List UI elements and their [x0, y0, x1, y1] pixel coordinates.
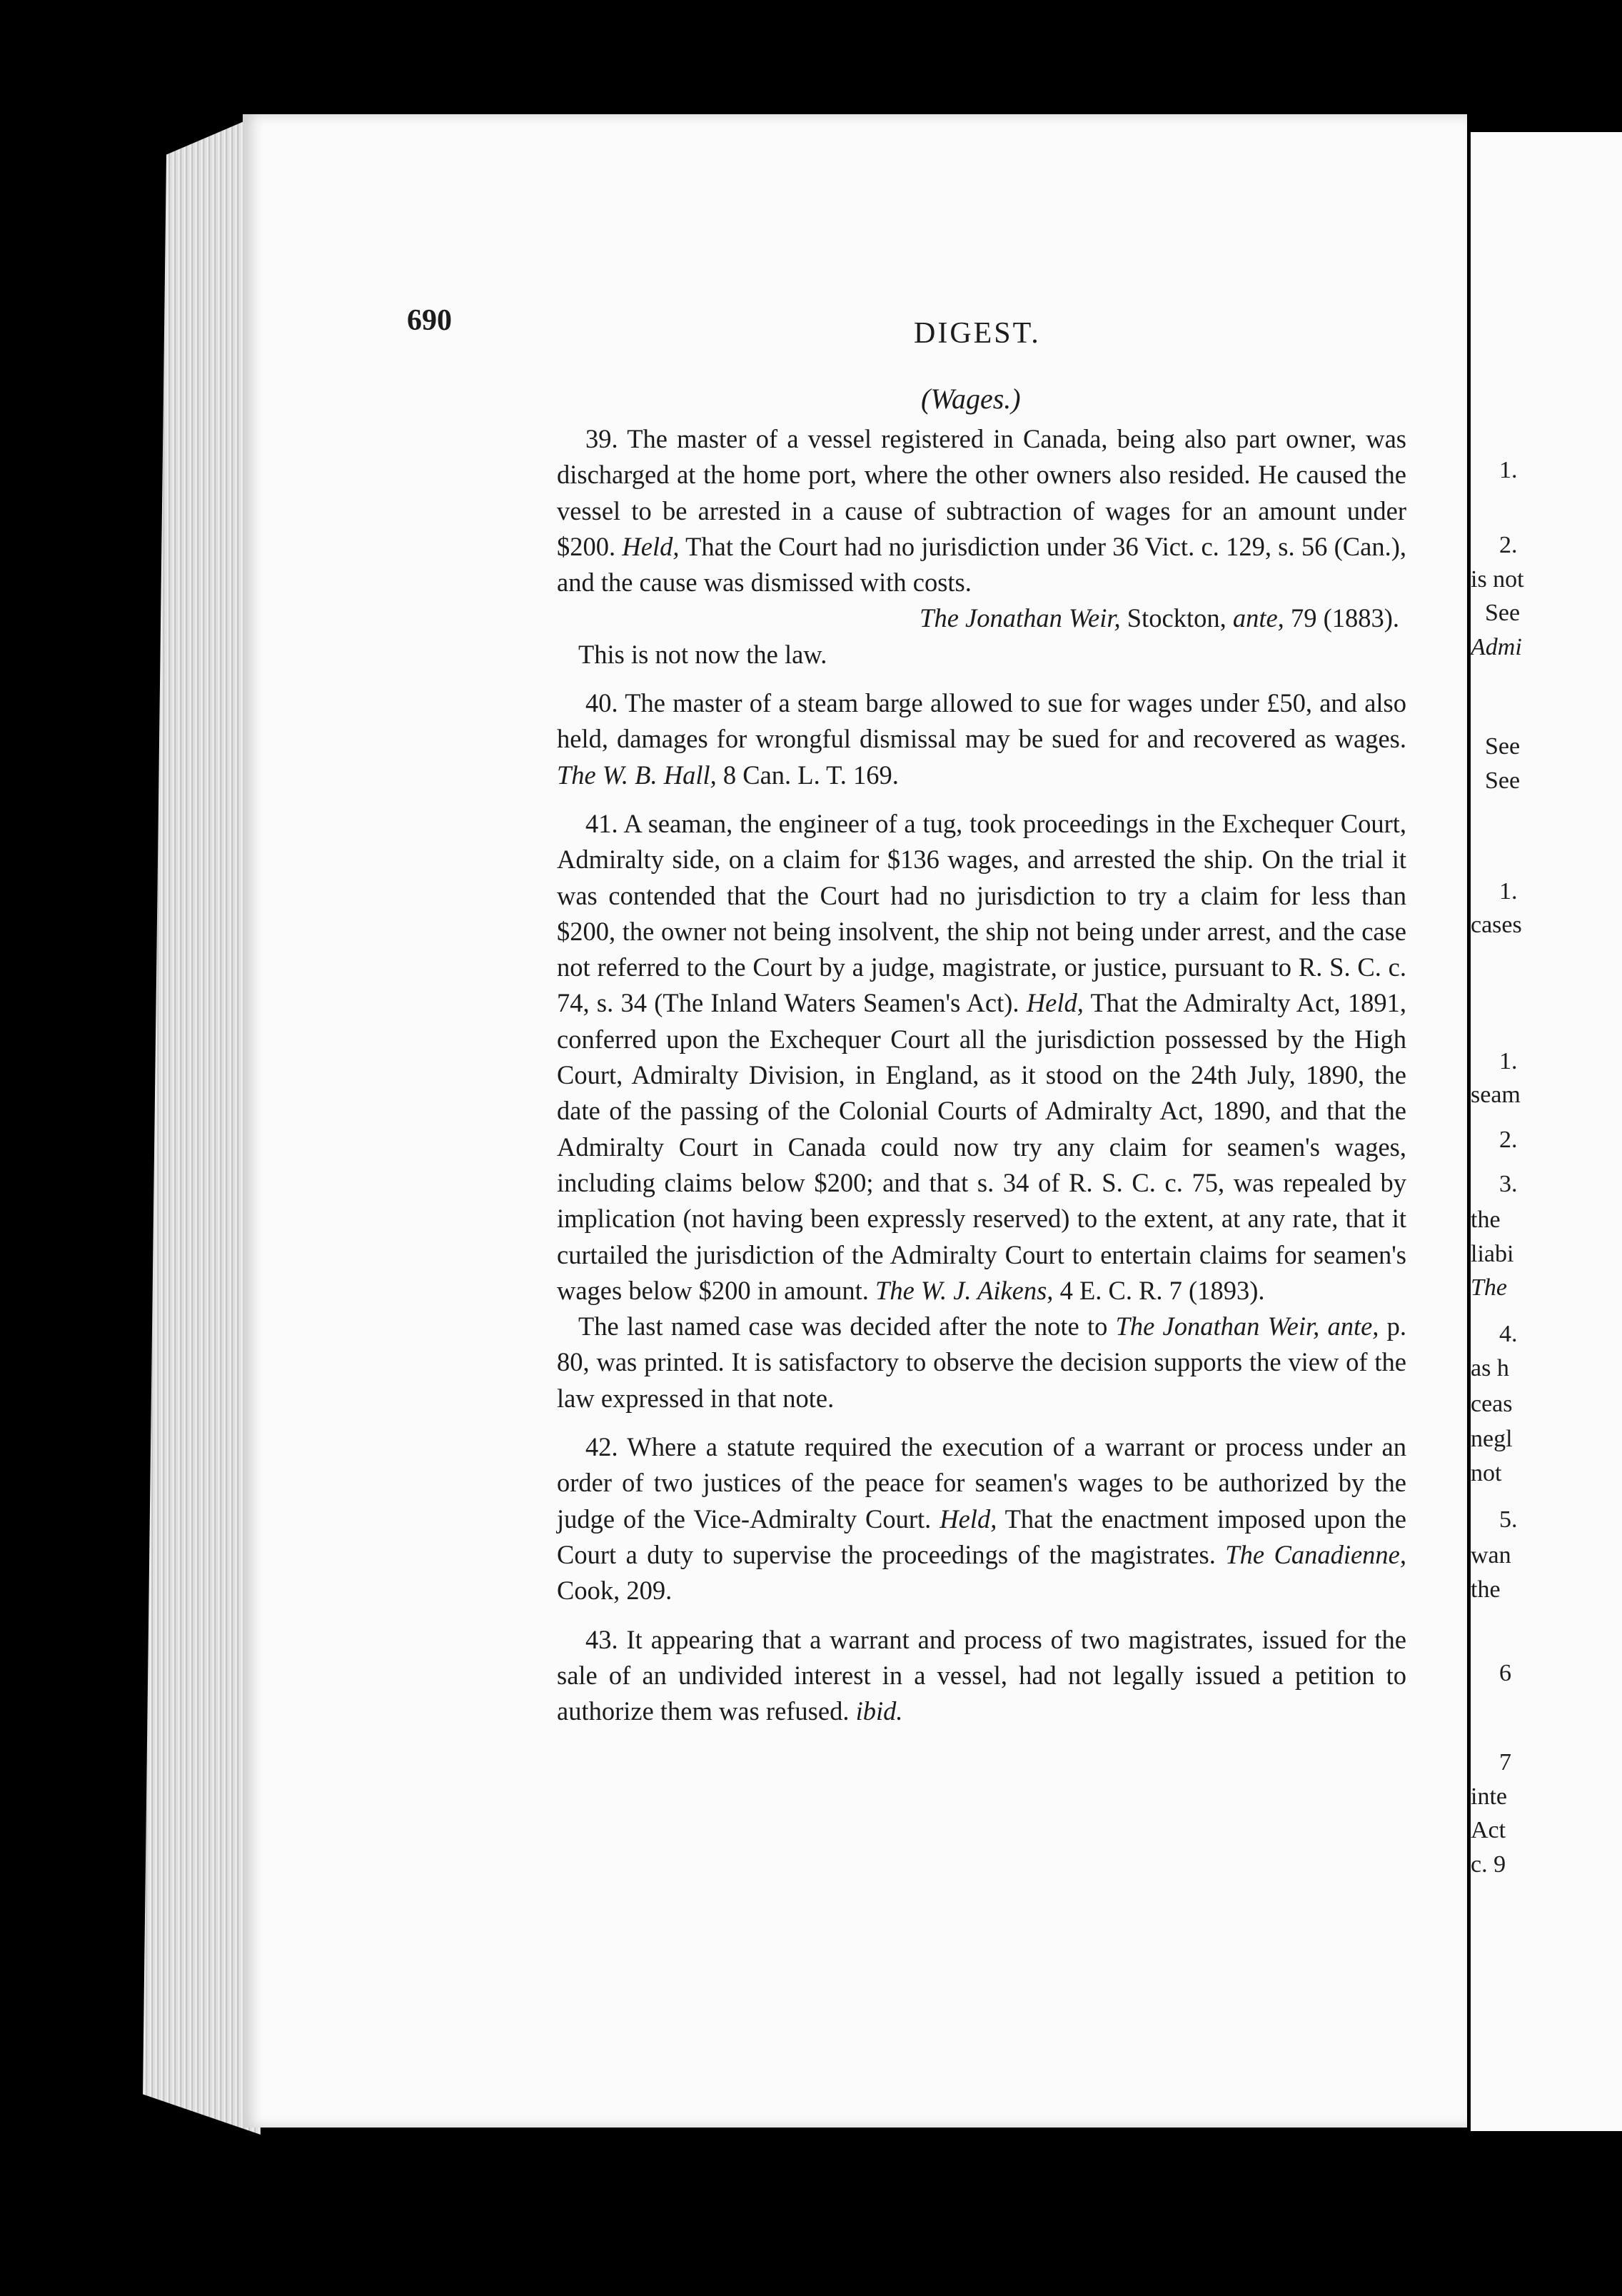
- facing-fragment: not: [1471, 1460, 1502, 1486]
- facing-page: [1471, 132, 1622, 2131]
- entry-holding: That the Admiralty Act, 1891, conferred upon the Exchequer Court all the jurisdiction possessed by the High Court, Admiralty Division, in England, as it stood on the 24th July, 1890, the date of the passing of the Colonial Courts of Admiralty Act, 1890, and that the Admiralty Court in Canada could now try any claim for seamen's wages, including claims below $200; and that s. 34 of R. S. C. c. 75, was repealed by implication (not having been expressly reserved) to the extent, at any rate, that it curtailed the jurisdiction of the Admiralty Court to entertain claims for seamen's wages below $200 in amount.: [557, 988, 1406, 1305]
- running-head: DIGEST.: [914, 317, 1041, 350]
- digest-entry-40: [557, 685, 1406, 793]
- facing-fragment: 3.: [1499, 1171, 1518, 1197]
- facing-fragment: 6: [1499, 1660, 1511, 1686]
- facing-fragment: 5.: [1499, 1506, 1518, 1533]
- citation-ref: 8 Can. L. T. 169.: [722, 760, 899, 790]
- page-header: [407, 303, 1392, 353]
- facing-fragment: See: [1485, 767, 1521, 794]
- facing-fragment: wan: [1471, 1542, 1511, 1569]
- editor-note: [557, 1309, 1406, 1416]
- digest-body: [557, 421, 1406, 1729]
- facing-fragment: Act: [1471, 1817, 1506, 1843]
- case-citation: [557, 600, 1406, 636]
- held-label: Held,: [1026, 988, 1084, 1018]
- note-text: p. 80, was printed. It is satisfactory to observe the decision supports the view of the law expressed in that note.: [557, 1311, 1407, 1413]
- facing-fragment: inte: [1471, 1783, 1507, 1810]
- entry-text: 40. The master of a steam barge allowed to sue for wages under £50, and also held, damages for wrongful dismissal may be sued for and recovered as wages.: [557, 688, 1406, 754]
- citation-ref: 79 (1883).: [1290, 603, 1399, 633]
- note-text: The last named case was decided after the note to: [578, 1311, 1108, 1341]
- case-name: The Jonathan Weir,: [920, 603, 1121, 633]
- editor-note: This is not now the law.: [578, 639, 827, 669]
- entry-text: 39. The master of a vessel registered in Canada, being also part owner, was discharged at the home port, where the other owners also resided. He caused the vessel to be arrested in a cause of subtraction of wages for an amount under $200.: [557, 424, 1406, 561]
- facing-page-text: [1471, 132, 1622, 2131]
- case-name: The Jonathan Weir, ante,: [1115, 1311, 1379, 1341]
- facing-fragment: Admi: [1471, 634, 1522, 660]
- facing-fragment: 4.: [1499, 1321, 1518, 1347]
- facing-fragment: The: [1471, 1274, 1507, 1301]
- entry-holding: That the Court had no jurisdiction under 36 Vict. c. 129, s. 56 (Can.), and the cause was dismissed with costs.: [557, 531, 1406, 598]
- facing-fragment: liabi: [1471, 1241, 1514, 1267]
- entry-text: 43. It appearing that a warrant and process of two magistrates, issued for the sale of an undivided interest in a vessel, had not legally issued a petition to authorize them was refused.: [557, 1624, 1406, 1726]
- case-name: The Canadienne,: [1225, 1539, 1406, 1569]
- facing-fragment: as h: [1471, 1355, 1509, 1381]
- digest-entry-43: [557, 1622, 1406, 1730]
- digest-entry-39: [557, 421, 1406, 600]
- reporter: Stockton,: [1127, 603, 1226, 633]
- held-label: Held,: [940, 1504, 997, 1534]
- case-name: The W. B. Hall,: [557, 760, 717, 790]
- case-name: ibid.: [855, 1696, 903, 1726]
- facing-fragment: See: [1485, 600, 1521, 626]
- facing-fragment: the: [1471, 1576, 1501, 1603]
- held-label: Held,: [622, 531, 680, 561]
- facing-fragment: 1.: [1499, 1048, 1518, 1074]
- citation-ref: Cook, 209.: [557, 1576, 673, 1606]
- digest-entry-41: [557, 806, 1406, 1309]
- ante-ref: ante,: [1232, 603, 1284, 633]
- facing-fragment: 2.: [1499, 1127, 1518, 1153]
- entry-holding: That the enactment imposed upon the Court a duty to supervise the proceedings of the magistrates.: [557, 1504, 1406, 1569]
- facing-fragment: 2.: [1499, 532, 1518, 558]
- facing-fragment: negl: [1471, 1426, 1513, 1452]
- section-heading: (Wages.): [921, 383, 1021, 415]
- facing-fragment: c. 9: [1471, 1851, 1506, 1878]
- facing-fragment: 7: [1499, 1749, 1511, 1776]
- facing-fragment: See: [1485, 733, 1521, 760]
- entry-text: 42. Where a statute required the execution of a warrant or process under an order of two justices of the peace for seamen's wages to be authorized by the judge of the Vice-Admiralty Court.: [557, 1432, 1406, 1534]
- citation-ref: 4 E. C. R. 7 (1893).: [1059, 1275, 1265, 1305]
- facing-fragment: seam: [1471, 1082, 1521, 1108]
- facing-fragment: 1.: [1499, 878, 1518, 905]
- entry-text: 41. A seaman, the engineer of a tug, took proceedings in the Exchequer Court, Admiralty side, on a claim for $136 wages, and arrested the ship. On the trial it was contended that the Court had no jurisdiction to try a claim for less than $200, the owner not being insolvent, the ship not being under arrest, and the case not referred to the Court by a judge, magistrate, or justice, pursuant to R. S. C. c. 74, s. 34 (The Inland Waters Seamen's Act).: [557, 808, 1406, 1018]
- page-number: 690: [407, 304, 452, 337]
- facing-fragment: the: [1471, 1207, 1501, 1233]
- case-name: The W. J. Aikens,: [875, 1275, 1054, 1305]
- facing-fragment: is not: [1471, 566, 1524, 593]
- facing-fragment: ceas: [1471, 1391, 1513, 1417]
- digest-entry-42: [557, 1429, 1406, 1608]
- facing-fragment: cases: [1471, 912, 1522, 938]
- facing-fragment: 1.: [1499, 457, 1518, 483]
